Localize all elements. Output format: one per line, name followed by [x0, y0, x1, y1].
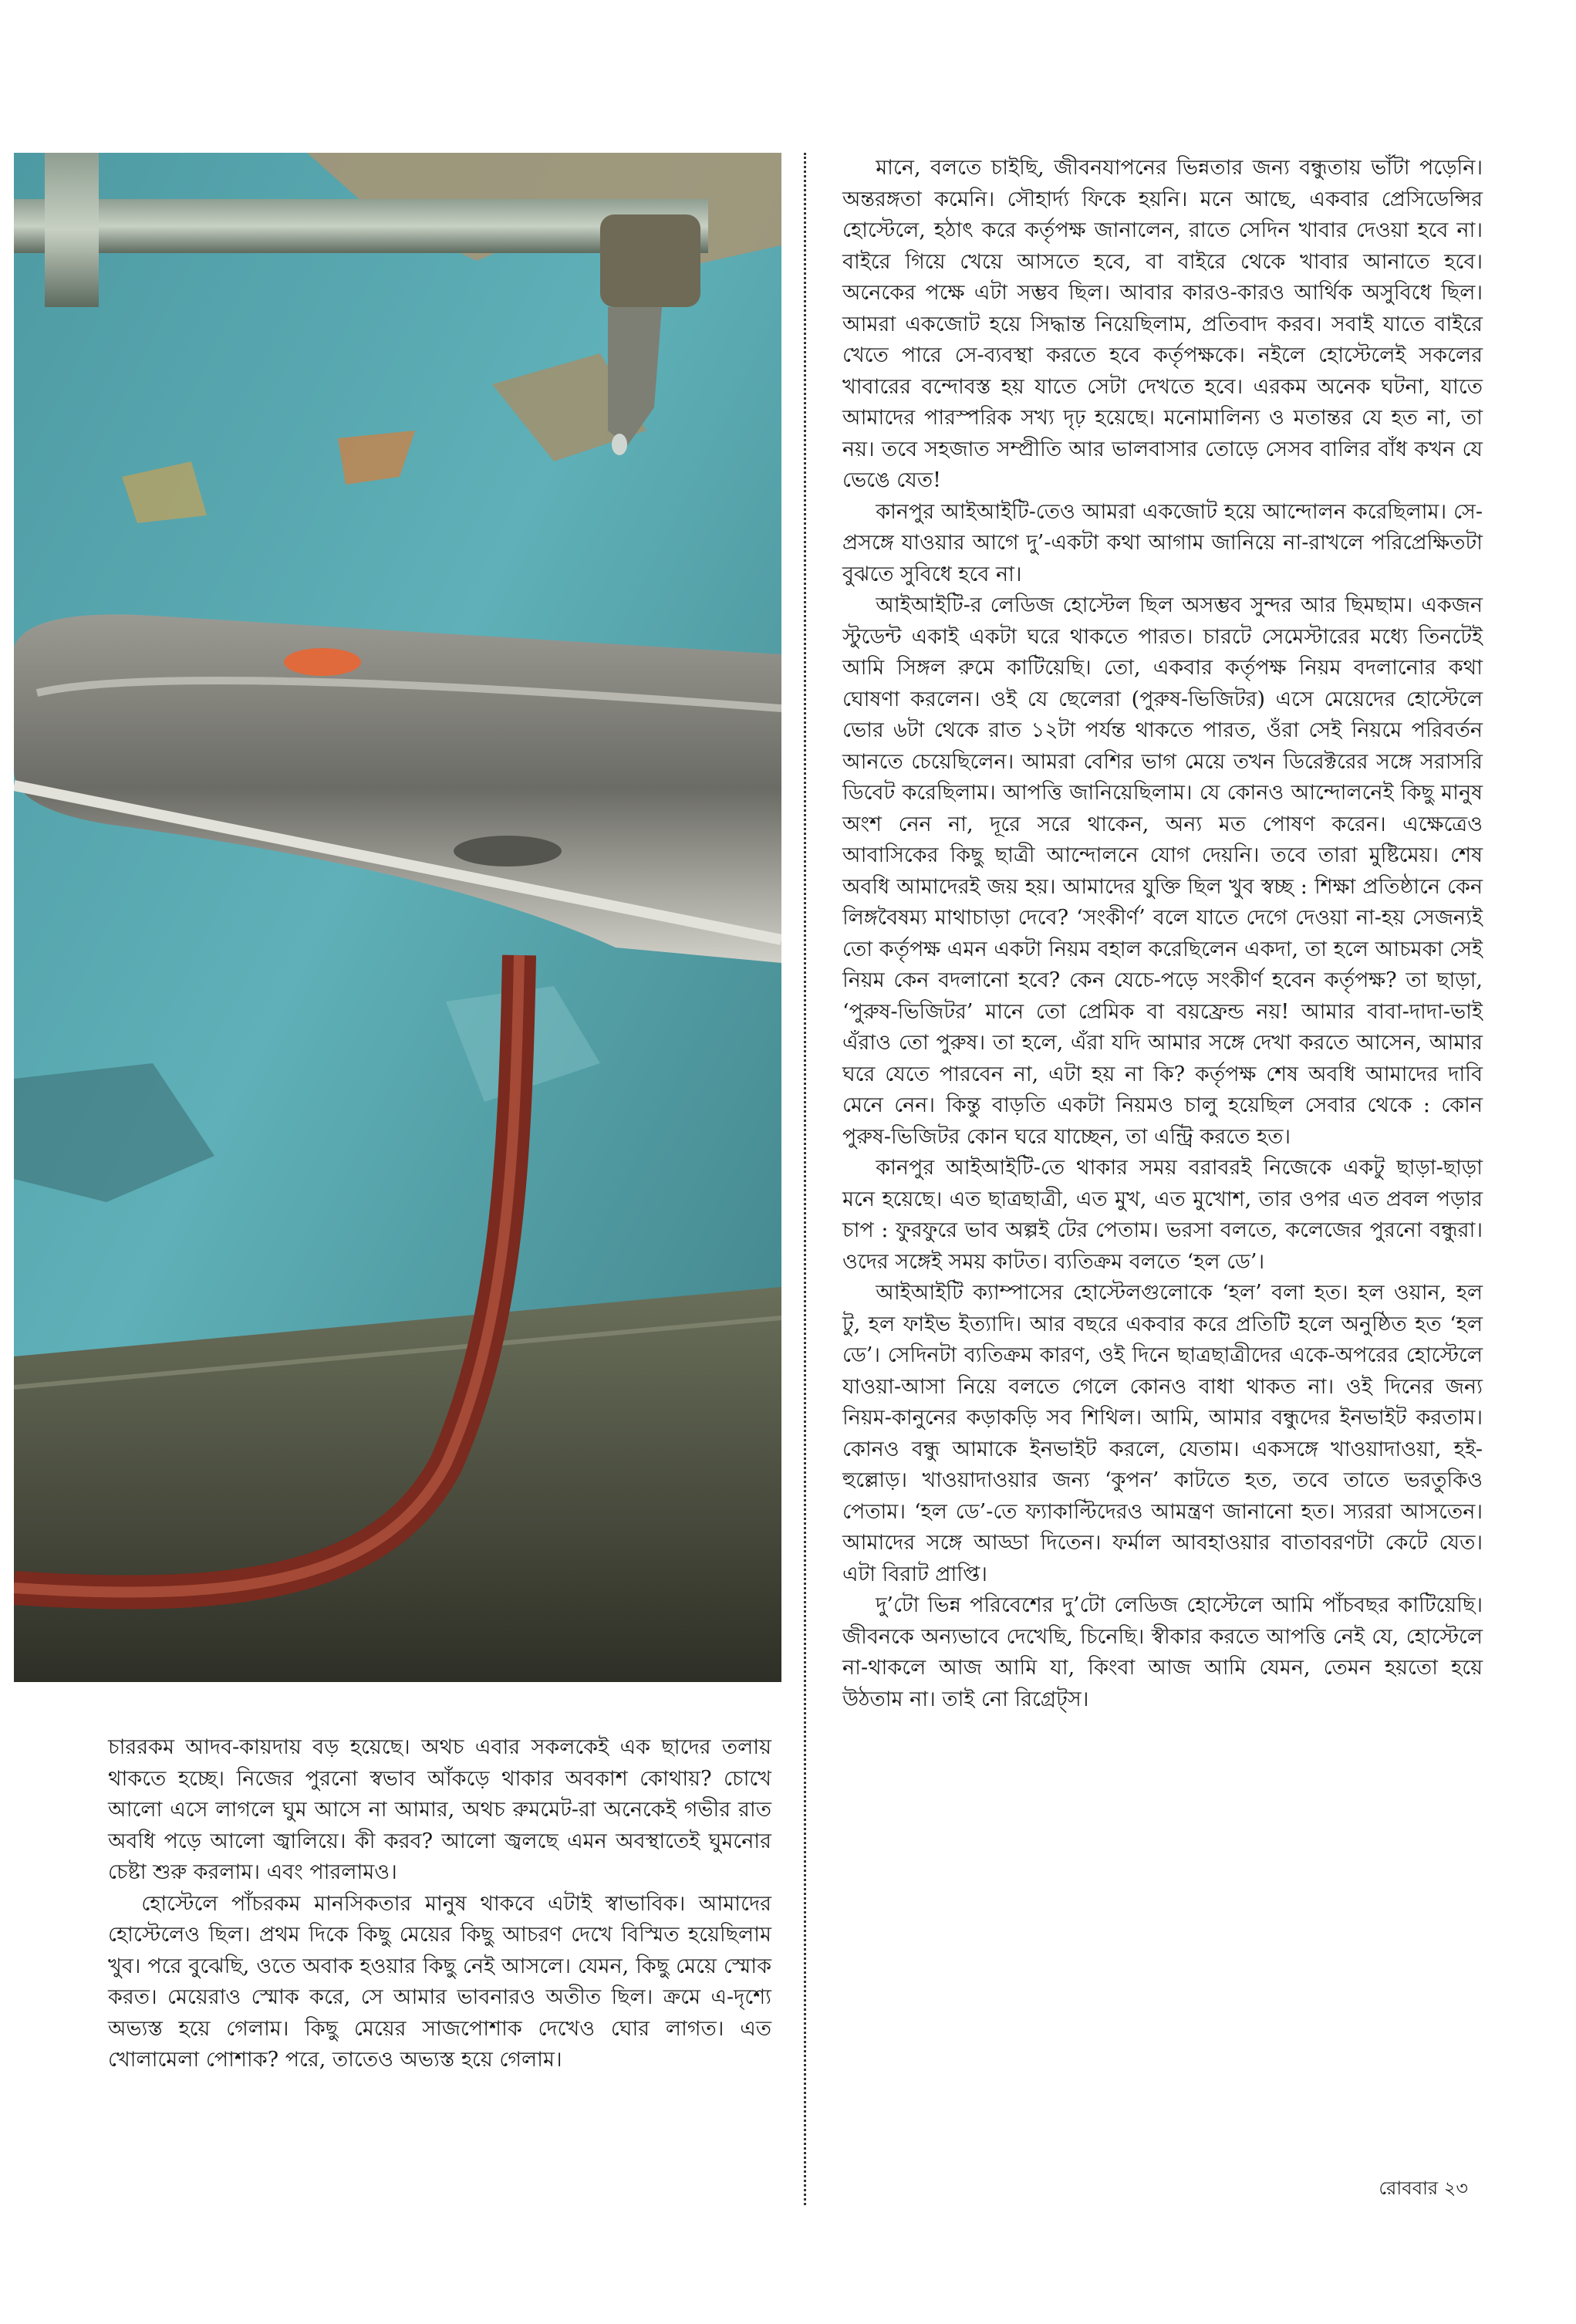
paragraph: আইআইটি ক্যাম্পাসের হোস্টেলগুলোকে ‘হল’ বলা হত। হল ওয়ান, হল টু, হল ফাইভ ইত্যাদি। আর বছরে একবার করে প্রতিটি হলে অনুষ্ঠিত হত ‘হল ডে’। সেদিনটা ব্যতিক্রম কারণ, ওই দিনে ছাত্রছাত্রীদের একে-অপরের হোস্টেলে যাওয়া-আসা নিয়ে বলতে গেলে কোনও বাধা থাকত না। ওই দিনের জন্য নিয়ম-কানুনের কড়াকড়ি সব শিথিল। আমি, আমার বন্ধুদের ইনভাইট করতাম। কোনও বন্ধু আমাকে ইনভাইট করলে, যেতাম। একসঙ্গে খাওয়াদাওয়া, হই-হুল্লোড়। খাওয়াদাওয়ার জন্য ‘কুপন’ কাটতে হত, তবে তাতে ভরতুকিও পেতাম। ‘হল ডে’-তে ফ্যাকাল্টিদেরও আমন্ত্রণ জানানো হত। স্যররা আসতেন। আমাদের সঙ্গে আড্ডা দিতেন। ফর্মাল আবহাওয়ার বাতাবরণটা কেটে যেত। এটা বিরাট প্রাপ্তি।: [842, 1281, 1483, 1586]
paragraph: দু’টো ভিন্ন পরিবেশের দু’টো লেডিজ হোস্টেলে আমি পাঁচবছর কাটিয়েছি। জীবনকে অন্যভাবে দেখেছি, চিনেছি। স্বীকার করতে আপত্তি নেই যে, হোস্টেলে না-থাকলে আজ আমি যা, কিংবা আজ আমি যেমন, তেমন হয়তো হয়ে উঠতাম না। তাই নো রিগ্রেট্স।: [842, 1593, 1483, 1711]
page-number: ২৩: [1443, 2177, 1468, 2199]
column-divider: [804, 153, 806, 2205]
paragraph: আইআইটি-র লেডিজ হোস্টেল ছিল অসম্ভব সুন্দর আর ছিমছাম। একজন স্টুডেন্ট একাই একটা ঘরে থাকতে পারত। চারটে সেমেস্টারের মধ্যে তিনটেই আমি সিঙ্গল রুমে কাটিয়েছি। তো, একবার কর্তৃপক্ষ নিয়ম বদলানোর কথা ঘোষণা করলেন। ওই যে ছেলেরা (পুরুষ-ভিজিটর) এসে মেয়েদের হোস্টেলে ভোর ৬টা থেকে রাত ১২টা পর্যন্ত থাকতে পারত, ওঁরা সেই নিয়মে পরিবর্তন আনতে চেয়েছিলেন। আমরা বেশির ভাগ মেয়ে তখন ডিরেক্টরের সঙ্গে সরাসরি ডিবেট করেছিলাম। আপত্তি জানিয়েছিলাম। যে কোনও আন্দোলনেই কিছু মানুষ অংশ নেন না, দূরে সরে থাকেন, অন্য মত পোষণ করেন। এক্ষেত্রেও আবাসিকের কিছু ছাত্রী আন্দোলনে যোগ দেয়নি। তবে তারা মুষ্টিমেয়। শেষ অবধি আমাদেরই জয় হয়। আমাদের যুক্তি ছিল খুব স্বচ্ছ : শিক্ষা প্রতিষ্ঠানে কেন লিঙ্গবৈষম্য মাথাচাড়া দেবে? ‘সংকীর্ণ’ বলে যাতে দেগে দেওয়া না-হয় সেজন্যই তো কর্তৃপক্ষ এমন একটা নিয়ম বহাল করেছিলেন একদা, তা হলে আচমকা সেই নিয়ম কেন বদলানো হবে? কেন যেচে-পড়ে সংকীর্ণ হবেন কর্তৃপক্ষ? তা ছাড়া, ‘পুরুষ-ভিজিটর’ মানে তো প্রেমিক বা বয়ফ্রেন্ড নয়! আমার বাবা-দাদা-ভাই এঁরাও তো পুরুষ। তা হলে, এঁরা যদি আমার সঙ্গে দেখা করতে আসেন, আমার ঘরে যেতে পারবেন না, এটা হয় না কি? কর্তৃপক্ষ শেষ অবধি আমাদের দাবি মেনে নেন। কিন্তু বাড়তি একটা নিয়মও চালু হয়েছিল সেবার থেকে : কোন পুরুষ-ভিজিটর কোন ঘরে যাচ্ছেন, তা এন্ট্রি করতে হত।: [842, 593, 1483, 1149]
left-text-column: [108, 1732, 771, 2076]
paragraph: হোস্টেলে পাঁচরকম মানসিকতার মানুষ থাকবে এটাই স্বাভাবিক। আমাদের হোস্টেলেও ছিল। প্রথম দিকে কিছু মেয়ের কিছু আচরণ দেখে বিস্মিত হয়েছিলাম খুব। পরে বুঝেছি, ওতে অবাক হওয়ার কিছু নেই আসলে। যেমন, কিছু মেয়ে স্মোক করত। মেয়েরাও স্মোক করে, সে আমার ভাবনারও অতীত ছিল। ক্রমে এ-দৃশ্যে অভ্যস্ত হয়ে গেলাম। কিছু মেয়ের সাজপোশাক দেখেও ঘোর লাগত। এত খোলামেলা পোশাক? পরে, তাতেও অভ্যস্ত হয়ে গেলাম।: [108, 1891, 771, 2072]
hostel-washbasin-photo: [14, 153, 781, 1682]
paragraph: মানে, বলতে চাইছি, জীবনযাপনের ভিন্নতার জন্য বন্ধুতায় ভাঁটা পড়েনি। অন্তরঙ্গতা কমেনি। সৌহার্দ্য ফিকে হয়নি। মনে আছে, একবার প্রেসিডেন্সির হোস্টেলে, হঠাৎ করে কর্তৃপক্ষ জানালেন, রাতে সেদিন খাবার দেওয়া হবে না। বাইরে গিয়ে খেয়ে আসতে হবে, বা বাইরে থেকে খাবার আনাতে হবে। অনেকের পক্ষে এটা সম্ভব ছিল। আবার কারও-কারও আর্থিক অসুবিধে ছিল। আমরা একজোট হয়ে সিদ্ধান্ত নিয়েছিলাম, প্রতিবাদ করব। সবাই যাতে বাইরে খেতে পারে সে-ব্যবস্থা করতে হবে কর্তৃপক্ষকে। নইলে হোস্টেলেই সকলের খাবারের বন্দোবস্ত হয় যাতে সেটা দেখতে হবে। এরকম অনেক ঘটনা, যাতে আমাদের পারস্পরিক সখ্য দৃঢ় হয়েছে। মনোমালিন্য ও মতান্তর যে হত না, তা নয়। তবে সহজাত সম্প্রীতি আর ভালবাসার তোড়ে সেসব বালির বাঁধ কখন যে ভেঙে যেত!: [842, 156, 1483, 492]
paragraph: কানপুর আইআইটি-তেও আমরা একজোট হয়ে আন্দোলন করেছিলাম। সে-প্রসঙ্গে যাওয়ার আগে দু’-একটা কথা আগাম জানিয়ে না-রাখলে পরিপ্রেক্ষিতটা বুঝতে সুবিধে হবে না।: [842, 499, 1483, 586]
magazine-name: রোববার: [1379, 2177, 1439, 2199]
paragraph: কানপুর আইআইটি-তে থাকার সময় বরাবরই নিজেকে একটু ছাড়া-ছাড়া মনে হয়েছে। এত ছাত্রছাত্রী, এত মুখ, এত মুখোশ, তার ওপর এত প্রবল পড়ার চাপ : ফুরফুরে ভাব অল্পই টের পেতাম। ভরসা বলতে, কলেজের পুরনো বন্ধুরা। ওদের সঙ্গেই সময় কাটত। ব্যতিক্রম বলতে ‘হল ডে’।: [842, 1156, 1483, 1274]
right-text-column: [842, 153, 1483, 1715]
paragraph: চাররকম আদব-কায়দায় বড় হয়েছে। অথচ এবার সকলকেই এক ছাদের তলায় থাকতে হচ্ছে। নিজের পুরনো স্বভাব আঁকড়ে থাকার অবকাশ কোথায়? চোখে আলো এসে লাগলে ঘুম আসে না আমার, অথচ রুমমেট-রা অনেকেই গভীর রাত অবধি পড়ে আলো জ্বালিয়ে। কী করব? আলো জ্বলছে এমন অবস্থাতেই ঘুমনোর চেষ্টা শুরু করলাম। এবং পারলামও।: [108, 1735, 771, 1884]
page-footer: [1379, 2174, 1468, 2205]
